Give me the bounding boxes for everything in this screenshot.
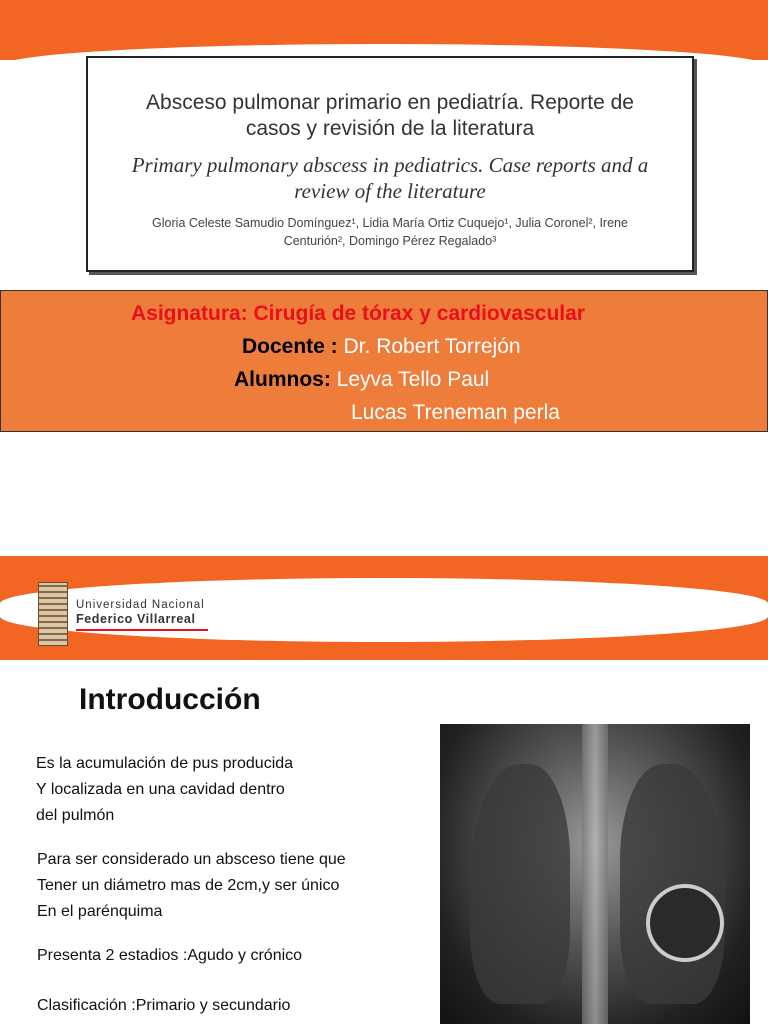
paragraph-stages: Presenta 2 estadios :Agudo y crónico [37,947,303,964]
paragraph-line: Es la acumulación de pus producida [36,755,294,772]
title-spanish-line1: Absceso pulmonar primario en pediatría. Reporte de [146,91,634,114]
university-crest-icon [38,582,68,646]
paragraph-line: Para ser considerado un absceso tiene que [37,851,346,868]
alumnos-line [234,367,489,393]
title-english-line1: Primary pulmonary abscess in pediatrics. Case reports and a [131,153,649,177]
title-english [88,152,692,204]
chest-xray-image [440,724,750,1024]
alumno-1: Leyva Tello Paul [336,368,490,391]
university-name-line1: Universidad Nacional [76,599,205,611]
paragraph-line: Y localizada en una cavidad dentro [36,781,285,798]
paragraph-criteria [37,847,346,925]
paper-title-box [86,56,694,272]
paragraph-line: En el parénquima [37,903,163,920]
docente-line [242,334,521,360]
alumnos-label: Alumnos: [234,368,331,391]
docente-label: Docente : [242,335,338,358]
authors-line2: Centurión², Domingo Pérez Regalado³ [283,234,497,248]
paragraph-line: del pulmón [36,807,115,824]
paragraph-classification: Clasificación :Primario y secundario [37,997,291,1014]
university-underline [76,629,208,631]
slide-heading: Introducción [79,683,261,716]
paragraph-line: Tener un diámetro mas de 2cm,y ser único [37,877,340,894]
title-spanish [88,90,692,142]
alumno-2: Lucas Treneman perla [351,401,560,424]
authors [88,214,692,250]
title-spanish-line2: casos y revisión de la literatura [245,117,535,140]
top-orange-band [0,0,768,60]
course-info-box [0,290,768,432]
title-english-line2: review of the literature [294,179,486,203]
university-name-line2: Federico Villarreal [76,612,196,626]
docente-value: Dr. Robert Torrejón [343,335,521,358]
subject-line: Asignatura: Cirugía de tórax y cardiovascular [131,302,585,325]
paragraph-definition [36,751,293,829]
authors-line1: Gloria Celeste Samudio Domínguez¹, Lidia María Ortiz Cuquejo¹, Julia Coronel², Irene [152,216,628,230]
